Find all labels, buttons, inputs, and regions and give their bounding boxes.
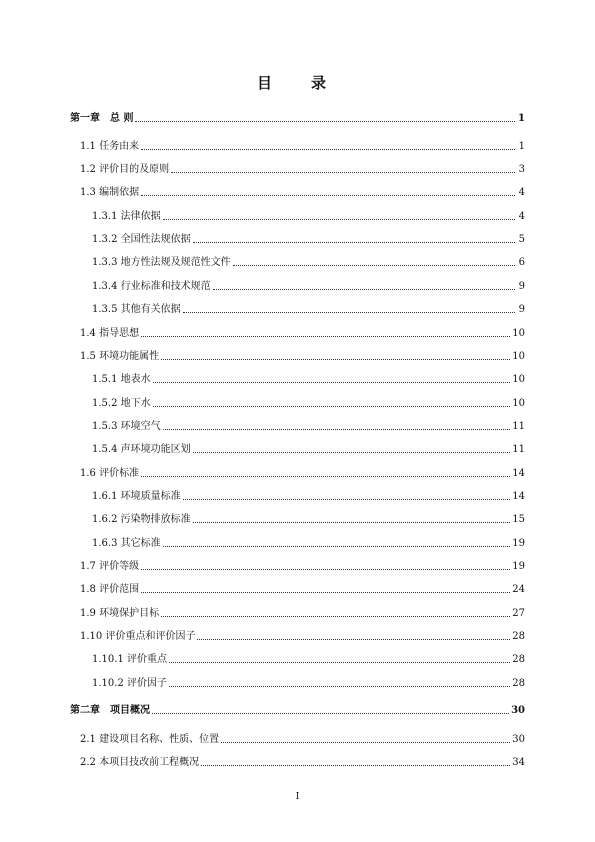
toc-entry-label: 1.5.3 环境空气 [92, 421, 161, 432]
toc-entry-page: 28 [512, 631, 525, 642]
toc-entry-label: 1.3.1 法律依据 [92, 211, 161, 222]
toc-entry-label: 1.3.4 行业标准和技术规范 [92, 281, 211, 292]
toc-entry-page: 10 [512, 374, 525, 385]
toc-entry-page: 11 [512, 421, 525, 432]
toc-entry[interactable] [80, 733, 525, 746]
toc-entry-label: 1.5 环境功能属性 [80, 351, 160, 362]
dot-leader [197, 638, 510, 640]
toc-entry-page: 5 [518, 234, 525, 245]
dot-leader [213, 288, 515, 290]
toc-entry-label: 1.5.1 地表水 [92, 374, 151, 385]
toc-entry[interactable] [80, 163, 525, 176]
toc-entry-page: 28 [512, 654, 525, 665]
toc-entry[interactable] [80, 630, 525, 643]
dot-leader [135, 120, 515, 122]
toc-entry[interactable] [92, 677, 525, 690]
toc-entry[interactable] [92, 280, 525, 293]
toc-entry-label: 1.10.2 评价因子 [92, 678, 167, 689]
dot-leader [152, 712, 509, 714]
dot-leader [141, 568, 510, 570]
toc-entry-page: 28 [512, 678, 525, 689]
toc-entry-label: 1.3.2 全国性法规依据 [92, 234, 191, 245]
toc-entry-label: 1.8 评价范围 [80, 584, 140, 595]
toc-entry[interactable] [92, 256, 525, 269]
toc-entry[interactable] [70, 112, 525, 125]
toc-entry[interactable] [92, 420, 525, 433]
dot-leader [153, 405, 511, 407]
toc-entry[interactable] [92, 397, 525, 410]
toc-entry-label: 1.7 评价等级 [80, 561, 140, 572]
toc-entry-page: 1 [518, 141, 525, 152]
toc-entry[interactable] [92, 653, 525, 666]
toc-entry-label: 1.4 指导思想 [80, 328, 140, 339]
toc-entry[interactable] [92, 513, 525, 526]
toc-entry-page: 14 [512, 468, 525, 479]
toc-entry-label: 1.6 评价标准 [80, 468, 140, 479]
toc-entry[interactable] [80, 583, 525, 596]
toc-entry-label: 1.3.3 地方性法规及规范性文件 [92, 257, 231, 268]
toc-entry-page: 4 [518, 211, 525, 222]
toc-entry[interactable] [80, 607, 525, 620]
dot-leader [163, 218, 515, 220]
toc-entry-page: 30 [512, 734, 525, 745]
toc-entry[interactable] [92, 303, 525, 316]
dot-leader [141, 475, 510, 477]
toc-entry-label: 1.6.3 其它标准 [92, 538, 161, 549]
dot-leader [193, 521, 511, 523]
dot-leader [141, 148, 515, 150]
toc-entry[interactable] [80, 186, 525, 199]
toc-entry-page: 4 [518, 187, 525, 198]
toc-entry[interactable] [92, 443, 525, 456]
dot-leader [221, 741, 510, 743]
toc-entry[interactable] [92, 233, 525, 246]
dot-leader [163, 545, 511, 547]
toc-entry[interactable] [92, 490, 525, 503]
toc-entry-page: 14 [512, 491, 525, 502]
toc-entry[interactable] [80, 327, 525, 340]
dot-leader [161, 615, 510, 617]
dot-leader [161, 358, 510, 360]
toc-entry-label: 2.2 本项目技改前工程概况 [80, 757, 200, 768]
dot-leader [141, 335, 510, 337]
dot-leader [163, 428, 511, 430]
toc-entry-page: 9 [518, 304, 525, 315]
dot-leader [183, 498, 511, 500]
dot-leader [193, 451, 511, 453]
toc-entry-label: 1.2 评价目的及原则 [80, 164, 170, 175]
toc-entry[interactable] [80, 560, 525, 573]
toc-entry-page: 11 [512, 444, 525, 455]
toc-entry-page: 27 [512, 608, 525, 619]
toc-entry[interactable] [70, 704, 525, 717]
dot-leader [233, 264, 515, 266]
toc-entry-page: 1 [518, 113, 525, 124]
toc-entry[interactable] [80, 350, 525, 363]
toc-entry-page: 15 [512, 514, 525, 525]
toc-entry[interactable] [80, 756, 525, 769]
page-number: I [295, 792, 300, 802]
toc-entry-label: 第二章 项目概况 [70, 705, 150, 716]
toc-entry-page: 34 [512, 757, 525, 768]
toc-entry-label: 1.6.2 污染物排放标准 [92, 514, 191, 525]
toc-entry-label: 1.10.1 评价重点 [92, 654, 167, 665]
toc-entry-label: 1.5.2 地下水 [92, 398, 151, 409]
dot-leader [201, 764, 510, 766]
toc-entry[interactable] [80, 467, 525, 480]
toc-entry-page: 6 [518, 257, 525, 268]
toc-entry[interactable] [92, 537, 525, 550]
dot-leader [141, 194, 515, 196]
dot-leader [169, 661, 510, 663]
toc-entry-page: 10 [512, 351, 525, 362]
toc-entry[interactable] [92, 373, 525, 386]
toc-entry-label: 1.9 环境保护目标 [80, 608, 160, 619]
toc-entry-page: 19 [512, 561, 525, 572]
toc-entry-label: 1.10 评价重点和评价因子 [80, 631, 196, 642]
toc-entry-page: 24 [512, 584, 525, 595]
toc-entry-label: 第一章 总 则 [70, 113, 134, 124]
dot-leader [183, 311, 515, 313]
toc-entry[interactable] [92, 210, 525, 223]
dot-leader [141, 591, 510, 593]
toc-entry-page: 3 [518, 164, 525, 175]
toc-entry-label: 1.5.4 声环境功能区划 [92, 444, 191, 455]
toc-entry-label: 1.3.5 其他有关依据 [92, 304, 181, 315]
toc-entry[interactable] [80, 140, 525, 153]
dot-leader [193, 241, 515, 243]
dot-leader [153, 381, 511, 383]
toc-entry-page: 10 [512, 328, 525, 339]
dot-leader [169, 685, 510, 687]
toc-entry-label: 1.1 任务由来 [80, 141, 140, 152]
toc-entry-label: 1.3 编制依据 [80, 187, 140, 198]
toc-entry-label: 1.6.1 环境质量标准 [92, 491, 181, 502]
dot-leader [171, 171, 515, 173]
toc-entry-page: 10 [512, 398, 525, 409]
toc-entry-page: 19 [512, 538, 525, 549]
toc-entry-page: 9 [518, 281, 525, 292]
document-title: 目 录 [256, 74, 338, 92]
toc-entry-label: 2.1 建设项目名称、性质、位置 [80, 734, 220, 745]
toc-entry-page: 30 [511, 705, 525, 716]
